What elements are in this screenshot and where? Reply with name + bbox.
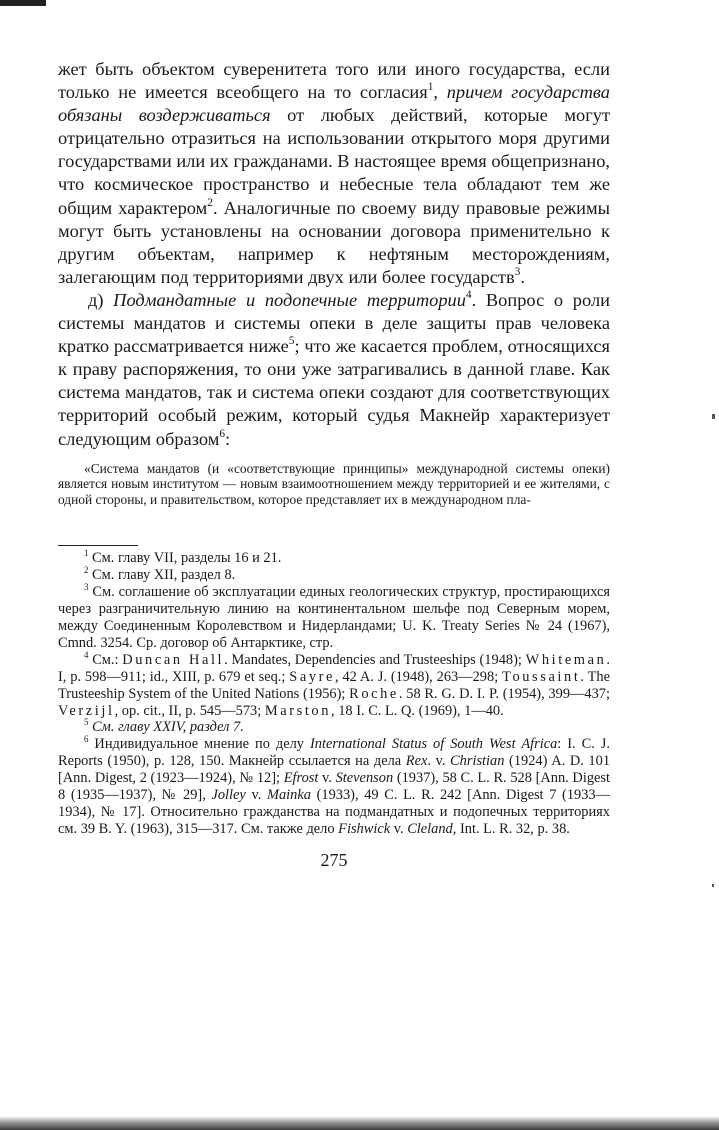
author-name: Toussaint — [502, 668, 581, 685]
author-name: Marston — [264, 702, 332, 719]
footnote-3: $^3$ См. соглашение об эксплуатации единых геологических структур, простирающихся через разграничительную линию на континентальном шельфе под Северным морем, между Соединенным Королевством и Нидерландами; U. K. Treaty Series № 24 (1967), Cmnd. 3254. Ср. договор об Антарктике, стр. — [58, 581, 610, 651]
footnote-ref-5[interactable]: 5 — [288, 335, 295, 348]
author-name: Roche — [349, 685, 399, 702]
scan-bottom-edge — [0, 1116, 719, 1130]
footnote-1: $^1$ См. главу VII, разделы 16 и 21. — [84, 548, 282, 567]
page-number: 275 — [320, 849, 348, 870]
footnote-ref-3[interactable]: 3 — [514, 266, 521, 279]
footnotes — [58, 550, 610, 837]
scan-corner-mark — [0, 0, 46, 6]
footnote-ref-2[interactable]: 2 — [207, 196, 213, 209]
scan-margin-speck — [712, 414, 715, 419]
author-name: Sayre — [289, 668, 335, 685]
main-text — [58, 58, 610, 507]
author-name: Duncan Hall — [122, 651, 225, 668]
case-name: Jolley — [211, 787, 246, 804]
footnote-5: $^5$ См. главу XXIV, раздел 7. — [84, 717, 244, 736]
section-heading: Подмандатные и подопечные территории — [113, 289, 466, 310]
footnote-ref-6[interactable]: 6 — [219, 427, 226, 440]
paragraph-sovereignty: жет быть объектом суверенитета того или иного государства, если только не имеется всеобщего на то согласия$^1$, причем государства обязаны воздерживаться от любых действий, которые могут отрицательно отразиться на использовании открытого моря другими государствами или их гражданами. В настоящее время общепризнано, что космическое пространство и небесные тела обладают тем же общим характером$^2$. Аналогичные по своему виду правовые режимы могут быть установлены на основании договора применительно к другим объектам, например к нефтяным месторождениям, залегающим под территориями двух или более государств$^3$. — [58, 59, 610, 287]
book-page — [58, 58, 610, 870]
case-name: Rex — [405, 753, 428, 770]
case-name: Mainka — [266, 787, 311, 804]
footnote-2: $^2$ См. главу XII, раздел 8. — [84, 565, 236, 584]
author-name: Verzijl — [58, 702, 115, 719]
case-name: Cleland — [407, 820, 453, 837]
footnote-ref-4[interactable]: 4 — [465, 289, 472, 302]
paragraph-mandates: д) Подмандатные и подопечные территории$^4$. Вопрос о роли системы мандатов и системы опеки в деле защиты прав человека кратко рассматривается ниже$^5$; что же касается проблем, относящихся к праву распоряжения, то они уже затрагивались в данной главе. Как система мандатов, так и система опеки создают для соответствующих территорий особый режим, который судья Макнейр характеризует следующим образом$^6$: — [58, 289, 610, 449]
emphasis-text: причем государства обязаны воздерживаться — [58, 82, 610, 126]
author-name: Whiteman — [525, 651, 607, 668]
footnote-4: $^4$ См.: Duncan Hall. Mandates, Dependencies and Trusteeships (1948); Whiteman. I, p. 598—911; id., XIII, p. 679 et seq.; Sayre, 42 A. J. (1948), 263—298; Toussaint. The Trusteeship System of the United Nations (1956); Roche. 58 R. G. D. I. P. (1954), 399—437; Verzijl, op. cit., II, p. 545—573; Marston, 18 I. C. L. Q. (1969), 1—40. — [58, 649, 610, 719]
footnote-6: $^6$ Индивидуальное мнение по делу International Status of South West Africa: I. C. J. Reports (1950), p. 128, 150. Макнейр ссылается на дела Rex. v. Christian (1924) A. D. 101 [Ann. Digest, 2 (1923—1924), № 12]; Efrost v. Stevenson (1937), 58 C. L. R. 528 [Ann. Digest 8 (1935—1937), № 29], Jolley v. Mainka (1933), 49 C. L. R. 242 [Ann. Digest 7 (1933—1934), № 17]. Относительно гражданства на подмандатных и подопечных территориях см. 39 B. Y. (1963), 315—317. См. также дело Fishwick v. Cleland, Int. L. R. 32, p. 38. — [58, 734, 611, 837]
scan-margin-speck — [712, 884, 714, 887]
case-name: Efrost — [283, 770, 319, 787]
footnote-ref-1[interactable]: 1 — [427, 81, 434, 94]
case-name: Christian — [450, 753, 505, 770]
block-quote: «Система мандатов (и «соответствующие принципы» международной системы опеки) является новым институтом — новым взаимоотношением между территорией и ее жителями, с одной стороны, и правительством, которое представляет их в международном пла- — [58, 460, 610, 507]
case-name: Stevenson — [335, 770, 394, 787]
footnote-divider — [58, 545, 138, 546]
case-name: International Status of South West Africa — [309, 736, 558, 753]
case-name: Fishwick — [338, 820, 391, 837]
